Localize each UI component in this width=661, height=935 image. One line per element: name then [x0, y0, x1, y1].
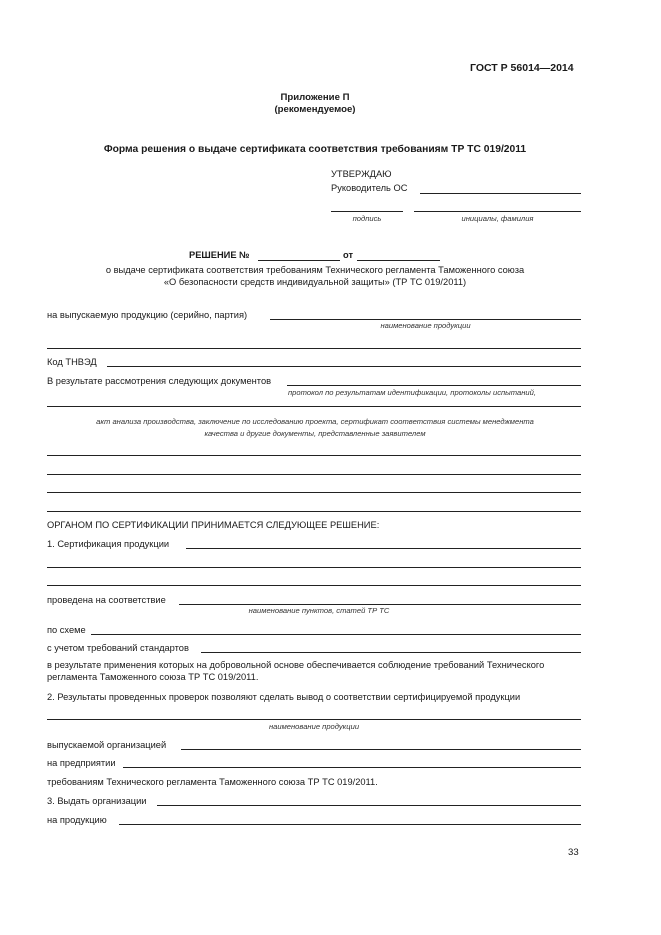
requirements-line: требованиям Технического регламента Таможенного союза ТР ТС 019/2011.: [47, 777, 378, 787]
documents-line-3[interactable]: [47, 455, 581, 456]
appendix-title: Приложение П: [280, 92, 350, 103]
standards-line[interactable]: [201, 652, 581, 653]
compliance-line-2: регламента Таможенного союза ТР ТС 019/2011.: [47, 672, 259, 682]
form-title: Форма решения о выдаче сертификата соответствия требованиям ТР ТС 019/2011: [103, 144, 527, 155]
item1-line-2[interactable]: [47, 567, 581, 568]
enterprise-line[interactable]: [123, 767, 581, 768]
documents-label: В результате рассмотрения следующих документов: [47, 376, 272, 386]
item1-line[interactable]: [186, 548, 581, 549]
signature-line[interactable]: [331, 211, 403, 212]
documents-line-6[interactable]: [47, 511, 581, 512]
compliance-line-1: в результате применения которых на добровольной основе обеспечивается соблюдение требований Технического: [47, 660, 545, 670]
standard-number: ГОСТ Р 56014—2014: [470, 62, 574, 74]
documents-line-5[interactable]: [47, 492, 581, 493]
item2-caption: наименование продукции: [268, 722, 360, 731]
documents-line-4[interactable]: [47, 474, 581, 475]
decision-date-line[interactable]: [357, 260, 440, 261]
product-line[interactable]: [270, 319, 581, 320]
item3-label: 3. Выдать организации: [47, 796, 147, 806]
conducted-label: проведена на соответствие: [47, 595, 166, 605]
product-caption: наименование продукции: [380, 321, 471, 330]
decision-number-line[interactable]: [258, 260, 340, 261]
documents-caption-3: качества и другие документы, представленные заявителем: [204, 429, 426, 438]
tnved-label: Код ТНВЭД: [47, 357, 97, 367]
item2-text: 2. Результаты проведенных проверок позволяют сделать вывод о соответствии сертифицируемой продукции: [47, 692, 521, 702]
conducted-line[interactable]: [179, 604, 581, 605]
decision-subject-line1: о выдаче сертификата соответствия требованиям Технического регламента Таможенного союза: [105, 265, 525, 275]
signature-caption: подпись: [352, 214, 382, 223]
producer-line[interactable]: [181, 749, 581, 750]
item1-line-3[interactable]: [47, 585, 581, 586]
documents-caption-2: акт анализа производства, заключение по исследованию проекта, сертификат соответствия системы менеджмента: [96, 417, 534, 426]
standards-label: с учетом требований стандартов: [47, 643, 189, 653]
producer-label: выпускаемой организацией: [47, 740, 167, 750]
documents-caption-1: протокол по результатам идентификации, протоколы испытаний,: [288, 388, 536, 397]
decision-date-label: от: [343, 250, 354, 260]
organ-heading: ОРГАНОМ ПО СЕРТИФИКАЦИИ ПРИНИМАЕТСЯ СЛЕДУЮЩЕЕ РЕШЕНИЕ:: [47, 520, 380, 530]
documents-line[interactable]: [287, 385, 581, 386]
enterprise-label: на предприятии: [47, 758, 116, 768]
scheme-line[interactable]: [91, 634, 581, 635]
documents-line-2[interactable]: [47, 406, 581, 407]
item3-line[interactable]: [157, 805, 581, 806]
product-line-2[interactable]: [47, 348, 581, 349]
scheme-label: по схеме: [47, 625, 86, 635]
for-product-line[interactable]: [119, 824, 581, 825]
tnved-line[interactable]: [107, 366, 581, 367]
decision-subject-line2: «О безопасности средств индивидуальной защиты» (ТР ТС 019/2011): [163, 277, 467, 287]
approve-label: УТВЕРЖДАЮ: [331, 169, 392, 179]
conducted-caption: наименование пунктов, статей ТР ТС: [248, 606, 390, 615]
product-label: на выпускаемую продукцию (серийно, партия): [47, 310, 248, 320]
head-of-cb-line[interactable]: [420, 193, 581, 194]
for-product-label: на продукцию: [47, 815, 107, 825]
decision-number-label: РЕШЕНИЕ №: [189, 250, 250, 260]
appendix-subtitle: (рекомендуемое): [274, 104, 356, 115]
initials-line[interactable]: [414, 211, 581, 212]
initials-caption: инициалы, фамилия: [461, 214, 534, 223]
head-of-cb-label: Руководитель ОС: [331, 183, 408, 193]
item2-line[interactable]: [47, 719, 581, 720]
page-number: 33: [568, 847, 579, 858]
item1-label: 1. Сертификация продукции: [47, 539, 170, 549]
